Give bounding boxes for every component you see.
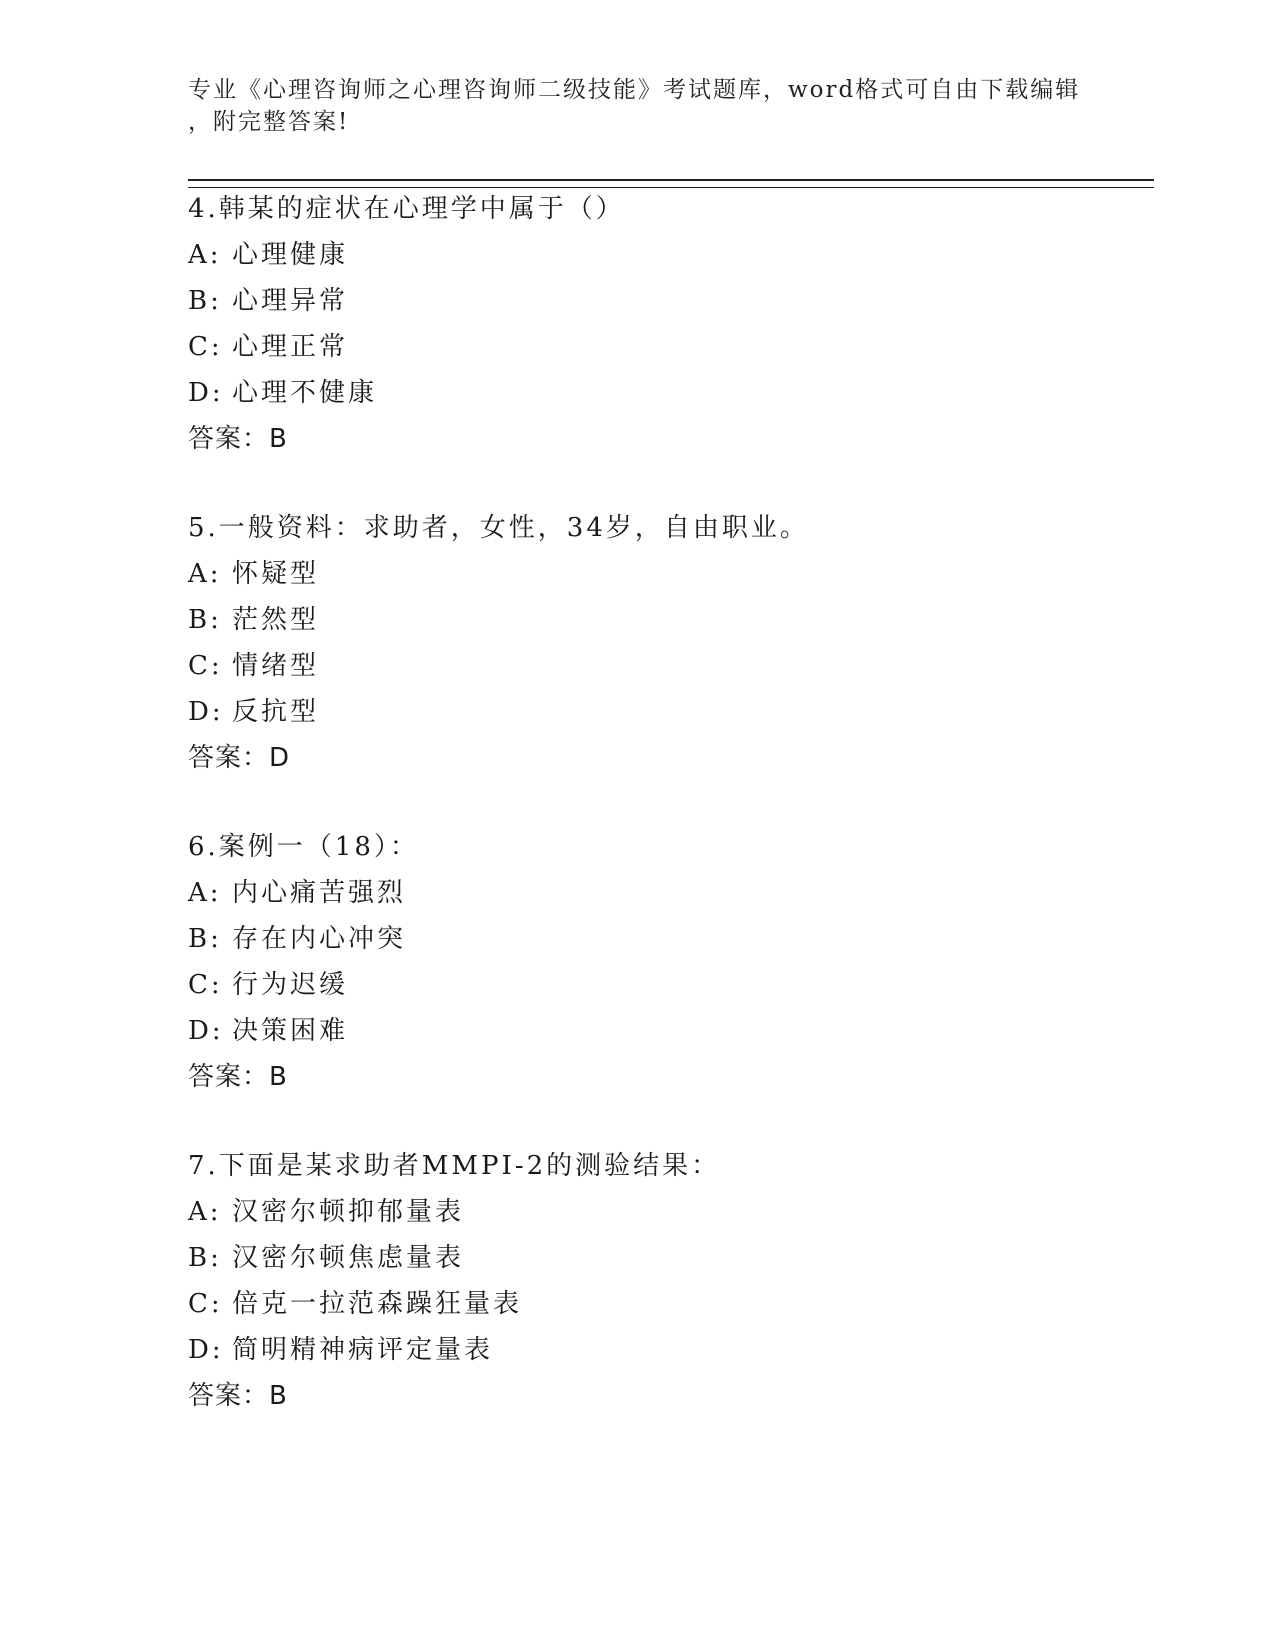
option-a — [188, 1189, 1088, 1235]
option-letter: A: — [188, 1197, 222, 1227]
option-letter: D: — [188, 1335, 224, 1365]
option-letter: C: — [188, 332, 223, 362]
option-text: 反抗型 — [232, 697, 320, 727]
answer-label: 答案：B — [188, 424, 288, 454]
option-letter: C: — [188, 970, 223, 1000]
option-c — [188, 643, 1088, 689]
option-letter: D: — [188, 697, 224, 727]
option-letter: D: — [188, 1016, 224, 1046]
option-text: 怀疑型 — [232, 559, 320, 589]
option-d — [188, 689, 1088, 735]
option-letter: D: — [188, 378, 224, 408]
option-c — [188, 1281, 1088, 1327]
option-a — [188, 232, 1088, 278]
option-text: 内心痛苦强烈 — [232, 878, 407, 908]
option-text: 决策困难 — [232, 1016, 349, 1046]
option-text: 汉密尔顿焦虑量表 — [232, 1243, 465, 1273]
answer-label: 答案：B — [188, 1381, 288, 1411]
question-title: 6.案例一（18）： — [188, 832, 419, 862]
option-b — [188, 597, 1088, 643]
option-d — [188, 1327, 1088, 1373]
option-d — [188, 370, 1088, 416]
option-d — [188, 1008, 1088, 1054]
option-letter: A: — [188, 878, 222, 908]
question-7 — [188, 1143, 1088, 1419]
option-letter: C: — [188, 651, 223, 681]
option-text: 心理正常 — [232, 332, 349, 362]
option-b — [188, 916, 1088, 962]
header-line-2: ，附完整答案! — [188, 109, 350, 135]
option-letter: A: — [188, 559, 222, 589]
option-letter: B: — [188, 924, 222, 954]
answer-label: 答案：D — [188, 743, 291, 773]
option-b — [188, 278, 1088, 324]
option-letter: C: — [188, 1289, 223, 1319]
option-text: 行为迟缓 — [232, 970, 349, 1000]
option-text: 汉密尔顿抑郁量表 — [232, 1197, 465, 1227]
document-header — [188, 74, 1088, 138]
question-6 — [188, 824, 1088, 1100]
option-a — [188, 870, 1088, 916]
option-letter: B: — [188, 1243, 222, 1273]
option-letter: A: — [188, 240, 222, 270]
option-c — [188, 324, 1088, 370]
option-text: 心理不健康 — [232, 378, 378, 408]
question-title: 4.韩某的症状在心理学中属于（） — [188, 194, 625, 224]
header-line-1: 专业《心理咨询师之心理咨询师二级技能》考试题库，word格式可自由下载编辑 — [188, 77, 1081, 103]
option-text: 存在内心冲突 — [232, 924, 407, 954]
question-5 — [188, 505, 1088, 781]
option-text: 心理健康 — [232, 240, 349, 270]
question-4 — [188, 186, 1088, 462]
question-title: 7.下面是某求助者MMPI-2的测验结果： — [188, 1151, 721, 1181]
option-text: 简明精神病评定量表 — [232, 1335, 494, 1365]
option-text: 茫然型 — [232, 605, 320, 635]
question-title: 5.一般资料：求助者，女性，34岁，自由职业。 — [188, 513, 809, 543]
option-letter: B: — [188, 605, 222, 635]
option-a — [188, 551, 1088, 597]
option-b — [188, 1235, 1088, 1281]
option-text: 情绪型 — [232, 651, 320, 681]
answer-label: 答案：B — [188, 1062, 288, 1092]
option-text: 倍克一拉范森躁狂量表 — [232, 1289, 523, 1319]
option-letter: B: — [188, 286, 222, 316]
option-text: 心理异常 — [232, 286, 349, 316]
option-c — [188, 962, 1088, 1008]
